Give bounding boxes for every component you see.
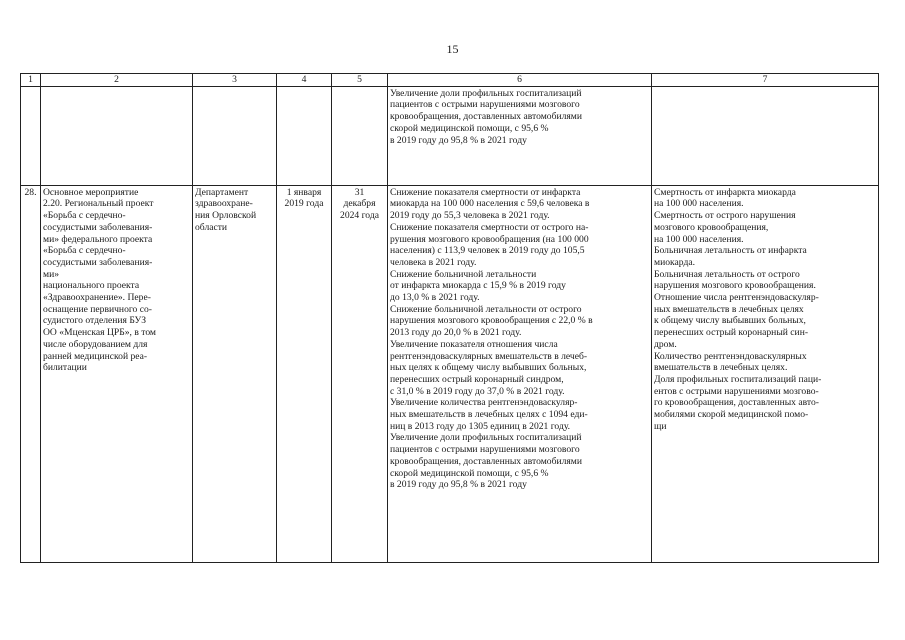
text-line: области xyxy=(195,221,228,233)
text-line: с 31,0 % в 2019 году до 37,0 % в 2021 году. xyxy=(390,385,565,397)
text-line: пациентов с острыми нарушениями мозгового xyxy=(390,99,580,111)
text-line: билитации xyxy=(43,362,87,374)
header-col-6: 6 xyxy=(388,74,652,87)
text-line: Снижение показателя смертности от инфаркта xyxy=(390,186,581,198)
cell-empty xyxy=(21,86,41,185)
text-line: «Борьба с сердечно- xyxy=(43,210,126,222)
text-line: ми» федерального проекта xyxy=(43,233,153,245)
text-line: к общему числу выбывших больных, xyxy=(654,315,806,327)
text-line: дром. xyxy=(654,338,677,350)
continuation-indicators-cell xyxy=(388,86,652,185)
text-line: Смертность от инфаркта миокарда xyxy=(654,186,796,198)
text-line: ных вмешательств в лечебных целях с 1094 еди- xyxy=(390,409,588,421)
text-line: Снижение показателя смертности от острого на- xyxy=(390,221,589,233)
cell-empty xyxy=(277,86,332,185)
text-line: 31 xyxy=(354,186,365,198)
text-line: кровообращения, доставленных автомобилями xyxy=(390,455,582,467)
text-line: кровообращения, доставленных автомобилями xyxy=(390,111,582,123)
text-line: Увеличение количества рентгенэндоваскуляр- xyxy=(390,397,578,409)
text-line: здравоохране- xyxy=(195,198,253,210)
cell-empty xyxy=(652,86,879,185)
expected-result-cell xyxy=(388,185,652,562)
measures-table xyxy=(20,73,879,563)
text-line: 2013 году до 20,0 % в 2021 году. xyxy=(390,327,522,339)
text-line: Увеличение показателя отношения числа xyxy=(390,338,558,350)
text-line: в 2019 году до 95,8 % в 2021 году xyxy=(390,479,527,491)
text-line: нарушения мозгового кровообращения с 22,0 % в xyxy=(390,315,593,327)
text-line: судистого отделения БУЗ xyxy=(43,315,146,327)
text-line: ранней медицинской реа- xyxy=(43,350,148,362)
text-line: Количество рентгенэндоваскулярных xyxy=(654,350,807,362)
text-line: миокарда на 100 000 населения с 59,6 человека в xyxy=(390,198,590,210)
text-line: в 2019 году до 95,8 % в 2021 году xyxy=(390,134,527,146)
text-line: ентов с острыми нарушениями мозгово- xyxy=(654,385,819,397)
text-line: ния Орловской xyxy=(195,210,257,222)
header-col-1: 1 xyxy=(21,74,41,87)
text-line: Больничная летальность от острого xyxy=(654,268,800,280)
text-lines xyxy=(654,187,876,433)
text-lines xyxy=(390,88,649,147)
text-line: Доля профильных госпитализаций паци- xyxy=(654,373,822,385)
text-line: национального проекта xyxy=(43,280,140,292)
responsible-executor-cell xyxy=(193,185,277,562)
text-line: Смертность от острого нарушения xyxy=(654,210,796,222)
text-lines xyxy=(195,187,274,234)
text-line: мобилями скорой медицинской помо- xyxy=(654,409,809,421)
text-line: мозгового кровообращения, xyxy=(654,221,769,233)
page-number: 15 xyxy=(446,42,459,56)
continuation-row xyxy=(21,86,879,185)
text-line: 2024 года xyxy=(340,210,379,222)
cell-empty xyxy=(332,86,388,185)
text-line: «Здравоохранение». Пере- xyxy=(43,292,151,304)
text-line: щи xyxy=(654,420,667,432)
text-line: перенесших острый коронарный синдром, xyxy=(390,373,564,385)
text-line: ми» xyxy=(43,268,60,280)
table-row-28 xyxy=(21,185,879,562)
text-line: на 100 000 населения. xyxy=(654,233,744,245)
text-line: оснащение первичного со- xyxy=(43,303,153,315)
start-date-cell xyxy=(277,185,332,562)
text-line: числе оборудованием для xyxy=(43,338,148,350)
header-col-5: 5 xyxy=(332,74,388,87)
text-lines xyxy=(279,187,329,210)
text-line: населения) с 113,9 человек в 2019 году до 105,5 xyxy=(390,245,585,257)
text-line: Департамент xyxy=(195,186,249,198)
measure-name-cell xyxy=(41,185,193,562)
header-col-3: 3 xyxy=(193,74,277,87)
text-line: скорой медицинской помощи, с 95,6 % xyxy=(390,467,549,479)
text-line: вмешательств в лечебных целях. xyxy=(654,362,788,374)
header-col-7: 7 xyxy=(652,74,879,87)
text-line: рентгенэндоваскулярных вмешательств в лечеб- xyxy=(390,350,588,362)
text-line: «Борьба с сердечно- xyxy=(43,245,126,257)
text-line: Увеличение доли профильных госпитализаций xyxy=(390,87,582,99)
cell-empty xyxy=(193,86,277,185)
text-lines xyxy=(390,187,649,491)
text-line: Отношение числа рентгенэндоваскуляр- xyxy=(654,292,819,304)
text-line: Больничная летальность от инфаркта xyxy=(654,245,807,257)
text-line: го кровообращения, доставленных авто- xyxy=(654,397,819,409)
text-line: 1 января xyxy=(286,186,322,198)
indicator-link-cell xyxy=(652,185,879,562)
text-line: Снижение больничной летальности xyxy=(390,268,537,280)
end-date-cell xyxy=(332,185,388,562)
text-line: от инфаркта миокарда с 15,9 % в 2019 году xyxy=(390,280,566,292)
text-line: ных вмешательств в лечебных целях xyxy=(654,303,804,315)
row-number: 28. xyxy=(21,185,41,562)
text-lines xyxy=(43,187,190,374)
header-row xyxy=(21,74,879,87)
text-line: Основное мероприятие xyxy=(43,186,139,198)
text-line: сосудистыми заболевания- xyxy=(43,256,153,268)
text-line: 2.20. Региональный проект xyxy=(43,198,154,210)
text-line: пациентов с острыми нарушениями мозгового xyxy=(390,444,580,456)
text-line: миокарда. xyxy=(654,256,695,268)
text-line: на 100 000 населения. xyxy=(654,198,744,210)
text-line: Снижение больничной летальности от острого xyxy=(390,303,582,315)
text-line: 2019 году до 55,3 человека в 2021 году. xyxy=(390,210,550,222)
text-line: ных целях к общему числу выбывших больных, xyxy=(390,362,587,374)
text-line: нарушения мозгового кровообращения. xyxy=(654,280,816,292)
header-col-4: 4 xyxy=(277,74,332,87)
text-line: сосудистыми заболевания- xyxy=(43,221,153,233)
text-line: рушения мозгового кровообращения (на 100 000 xyxy=(390,233,589,245)
text-line: ОО «Мценская ЦРБ», в том xyxy=(43,327,156,339)
cell-empty xyxy=(41,86,193,185)
text-line: скорой медицинской помощи, с 95,6 % xyxy=(390,122,549,134)
text-line: ниц в 2013 году до 1305 единиц в 2021 году. xyxy=(390,420,571,432)
text-line: перенесших острый коронарный син- xyxy=(654,327,809,339)
text-line: декабря xyxy=(343,198,376,210)
header-col-2: 2 xyxy=(41,74,193,87)
text-lines xyxy=(334,187,385,222)
text-line: 2019 года xyxy=(284,198,324,210)
text-line: до 13,0 % в 2021 году. xyxy=(390,292,480,304)
text-line: Увеличение доли профильных госпитализаций xyxy=(390,432,582,444)
text-line: человека в 2021 году. xyxy=(390,256,477,268)
